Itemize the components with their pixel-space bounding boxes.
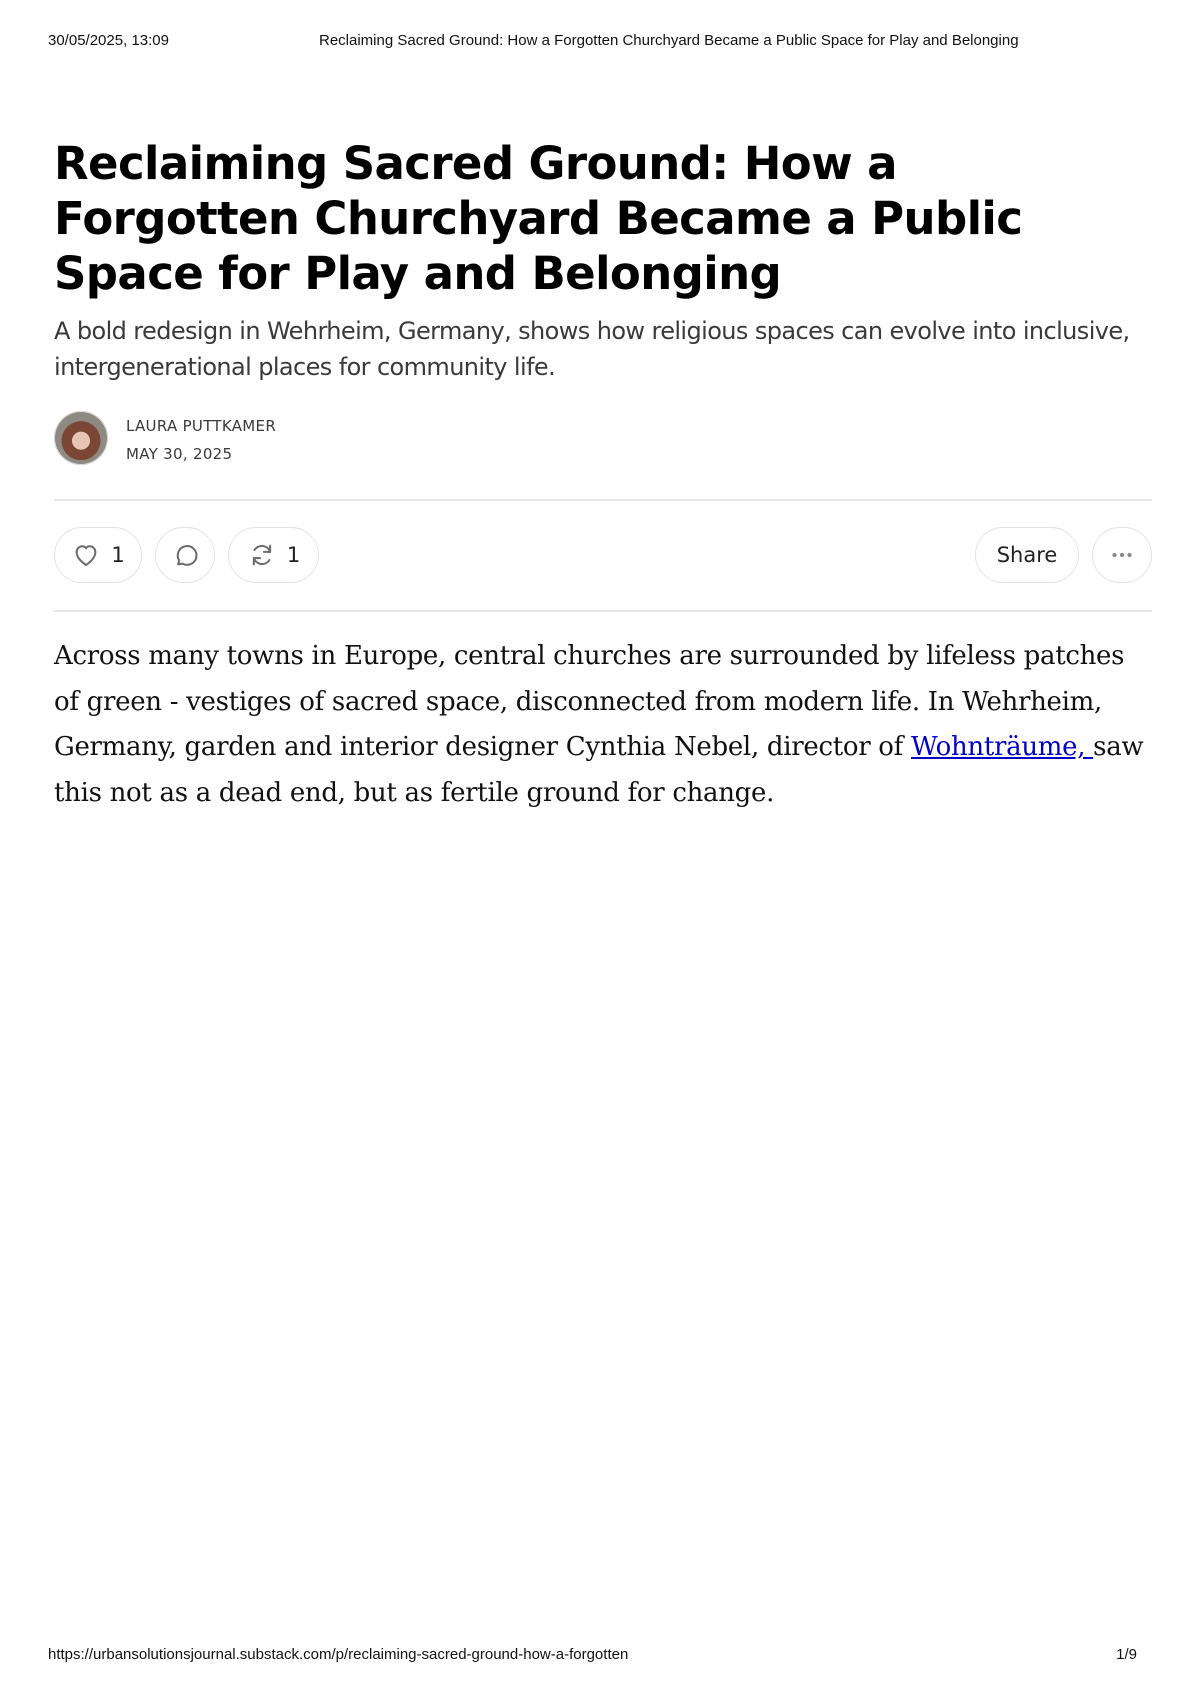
share-button[interactable]: Share <box>975 527 1079 583</box>
restack-button[interactable] <box>228 527 319 583</box>
byline <box>54 411 1152 471</box>
divider-top <box>54 499 1152 501</box>
page-indicator: 1/9 <box>1116 1646 1137 1663</box>
ellipsis-icon <box>1107 540 1137 570</box>
speech-bubble-icon <box>170 540 200 570</box>
restack-count: 1 <box>286 543 301 567</box>
wohntraume-link[interactable]: Wohnträume, <box>910 732 1094 762</box>
author-name[interactable]: LAURA PUTTKAMER <box>126 417 277 435</box>
comment-button[interactable] <box>155 527 215 583</box>
restack-arrows-icon <box>247 540 277 570</box>
divider-bottom <box>54 610 1152 612</box>
print-page-title: Reclaiming Sacred Ground: How a Forgotten Churchyard Became a Public Space for Play and Belonging <box>319 32 1019 49</box>
article-header <box>54 136 1152 471</box>
body-paragraph <box>54 634 1152 816</box>
body-text-before-link: Across many towns in Europe, central churches are surrounded by lifeless patches of green - vestiges of sacred space, disconnected from modern life. In Wehrheim, Germany, garden and interior designer Cynthia Nebel, director of <box>54 641 1125 762</box>
post-actions-bar <box>54 527 1152 585</box>
like-count: 1 <box>111 543 125 567</box>
author-avatar[interactable] <box>54 411 108 465</box>
like-button[interactable] <box>54 527 142 583</box>
print-datetime: 30/05/2025, 13:09 <box>48 32 169 49</box>
more-options-button[interactable] <box>1092 527 1152 583</box>
heart-icon <box>71 540 101 570</box>
article-title: Reclaiming Sacred Ground: How a Forgotten Churchyard Became a Public Space for Play and Belonging <box>54 137 1023 300</box>
body-text-after-link: saw this not as a dead end, but as fertile ground for change. <box>54 732 1144 808</box>
print-url: https://urbansolutionsjournal.substack.com/p/reclaiming-sacred-ground-how-a-forgotten <box>48 1646 629 1663</box>
article-subtitle: A bold redesign in Wehrheim, Germany, shows how religious spaces can evolve into inclusive, intergenerational places for community life. <box>54 317 1130 381</box>
post-date: MAY 30, 2025 <box>126 445 233 463</box>
